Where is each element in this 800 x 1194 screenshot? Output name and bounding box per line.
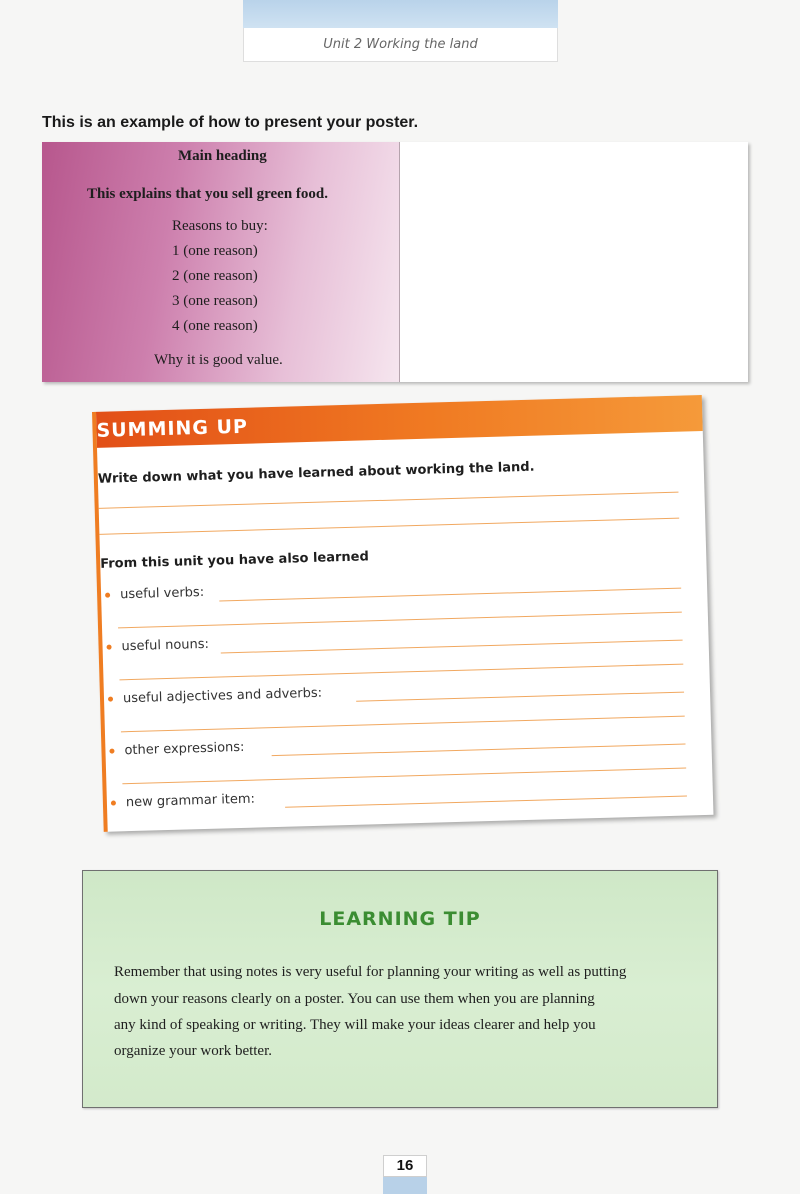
- bullet-icon: [111, 800, 116, 805]
- bullet-icon: [105, 593, 110, 598]
- learning-tip-line: organize your work better.: [114, 1043, 273, 1059]
- writing-line: [221, 640, 683, 654]
- writing-line: [272, 744, 686, 757]
- writing-line: [121, 716, 685, 733]
- item-useful-verbs: useful verbs:: [105, 585, 204, 603]
- page-number-bar: [383, 1176, 427, 1194]
- item-useful-adjectives: useful adjectives and adverbs:: [108, 686, 322, 707]
- summing-up-header: [96, 395, 703, 448]
- writing-line: [122, 768, 686, 785]
- item-other-expressions: other expressions:: [109, 740, 244, 759]
- summing-up-card: [92, 395, 713, 832]
- poster-reason: 3 (one reason): [172, 293, 258, 309]
- poster-value: Why it is good value.: [154, 352, 283, 368]
- poster-explains: This explains that you sell green food.: [87, 186, 329, 202]
- page-number: 16: [383, 1155, 427, 1177]
- summing-up-title: SUMMING UP: [96, 415, 249, 442]
- learning-tip-title: LEARNING TIP: [319, 908, 481, 930]
- poster-divider: [399, 142, 400, 382]
- bullet-icon: [108, 697, 113, 702]
- poster-main-heading: Main heading: [178, 148, 267, 164]
- summing-up-prompt: Write down what you have learned about working the land.: [97, 459, 535, 487]
- writing-line: [99, 492, 679, 509]
- header-banner: [243, 0, 558, 28]
- bullet-icon: [107, 645, 112, 650]
- writing-line: [356, 692, 684, 702]
- bullet-icon: [109, 749, 114, 754]
- writing-line: [118, 612, 682, 629]
- learning-tip-line: Remember that using notes is very useful for planning your writing as well as putting: [114, 964, 627, 980]
- intro-text: This is an example of how to present your poster.: [42, 114, 419, 131]
- poster-reason: 1 (one reason): [172, 243, 258, 259]
- summing-up-also: From this unit you have also learned: [100, 549, 370, 572]
- writing-line: [219, 588, 681, 602]
- poster-reason: 4 (one reason): [172, 318, 258, 334]
- poster-example: [42, 142, 748, 382]
- writing-line: [285, 796, 687, 808]
- unit-title: Unit 2 Working the land: [323, 37, 478, 52]
- summing-up-body: [92, 395, 713, 832]
- poster-reason: 2 (one reason): [172, 268, 258, 284]
- poster-pink-panel: [42, 142, 400, 382]
- poster-reasons-label: Reasons to buy:: [172, 218, 268, 234]
- learning-tip-line: down your reasons clearly on a poster. You can use them when you are planning: [114, 991, 595, 1007]
- learning-tip-line: any kind of speaking or writing. They will make your ideas clearer and help you: [114, 1017, 596, 1033]
- learning-tip-box: [82, 870, 718, 1108]
- writing-line: [119, 664, 683, 681]
- writing-line: [99, 518, 679, 535]
- item-useful-nouns: useful nouns:: [106, 637, 209, 655]
- item-new-grammar: new grammar item:: [111, 792, 255, 811]
